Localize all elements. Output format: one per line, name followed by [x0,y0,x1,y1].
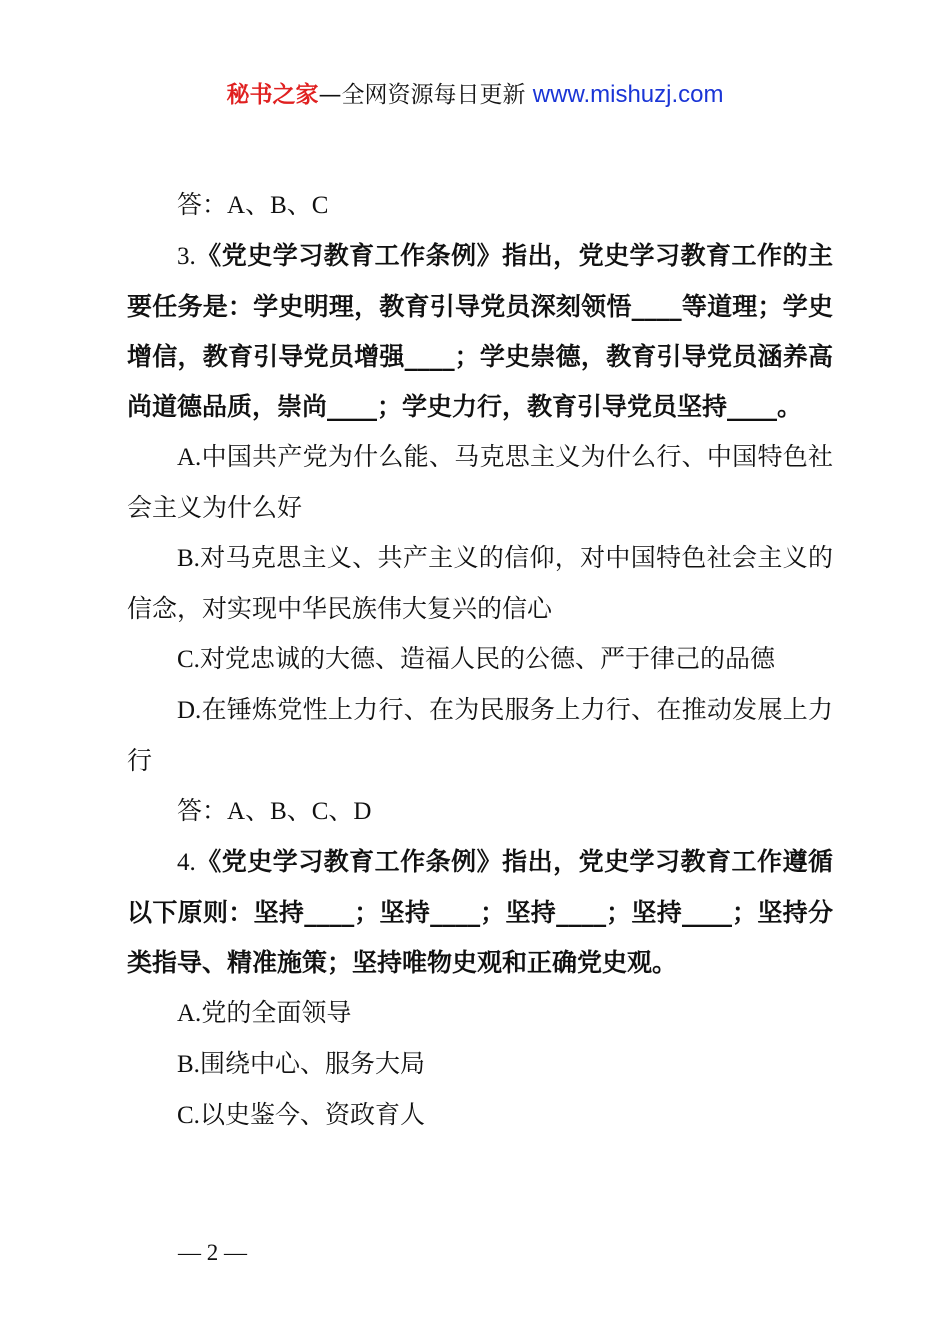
question-text: 《党史学习教育工作条例》指出，党史学习教育工作的主要任务是：学史明理，教育引导党员深刻领悟____等道理；学史增信，教育引导党员增强____；学史崇德，教育引导党员涵养高尚道德品质，崇尚____；学史力行，教育引导党员坚持____。 [127,241,833,421]
option-text: 中国共产党为什么能、马克思主义为什么行、中国特色社会主义为什么好 [127,442,833,522]
document-body [127,180,833,1141]
option-text: 围绕中心、服务大局 [199,1049,425,1078]
question-4 [127,837,833,988]
option-letter: D. [177,697,202,724]
page-header [0,78,950,112]
option-4a [127,988,833,1039]
question-3 [127,231,833,432]
option-letter: C. [177,646,200,673]
option-text: 对党忠诚的大德、造福人民的公德、严于律己的品德 [199,644,775,673]
answer-value: A、B、C、D [227,798,372,825]
option-3a [127,432,833,533]
option-3c [127,634,833,685]
answer-value: A、B、C [227,192,329,219]
option-3b [127,533,833,634]
site-url[interactable]: www.mishuzj.com [532,81,724,108]
answer-q3 [127,786,833,837]
question-number: 3. [177,243,196,270]
option-4b [127,1039,833,1090]
option-letter: B. [177,545,200,572]
option-text: 党的全面领导 [201,998,352,1027]
site-tagline: —全网资源每日更新 [318,82,526,108]
option-text: 在锤炼党性上力行、在为民服务上力行、在推动发展上力行 [127,695,833,775]
option-letter: A. [177,444,202,471]
site-brand: 秘书之家 [226,82,319,108]
option-letter: B. [177,1051,200,1078]
option-text: 以史鉴今、资政育人 [199,1100,425,1129]
answer-label: 答： [177,796,228,825]
option-4c [127,1090,833,1141]
answer-label: 答： [177,190,228,219]
page-number: — 2 — [178,1240,247,1265]
option-letter: C. [177,1102,200,1129]
answer-q2 [127,180,833,231]
question-text: 《党史学习教育工作条例》指出，党史学习教育工作遵循以下原则：坚持____；坚持____；坚持____；坚持____；坚持分类指导、精准施策；坚持唯物史观和正确党史观。 [127,847,833,977]
question-number: 4. [177,849,196,876]
option-text: 对马克思主义、共产主义的信仰，对中国特色社会主义的信念，对实现中华民族伟大复兴的信心 [127,543,833,623]
option-3d [127,685,833,786]
option-letter: A. [177,1000,202,1027]
